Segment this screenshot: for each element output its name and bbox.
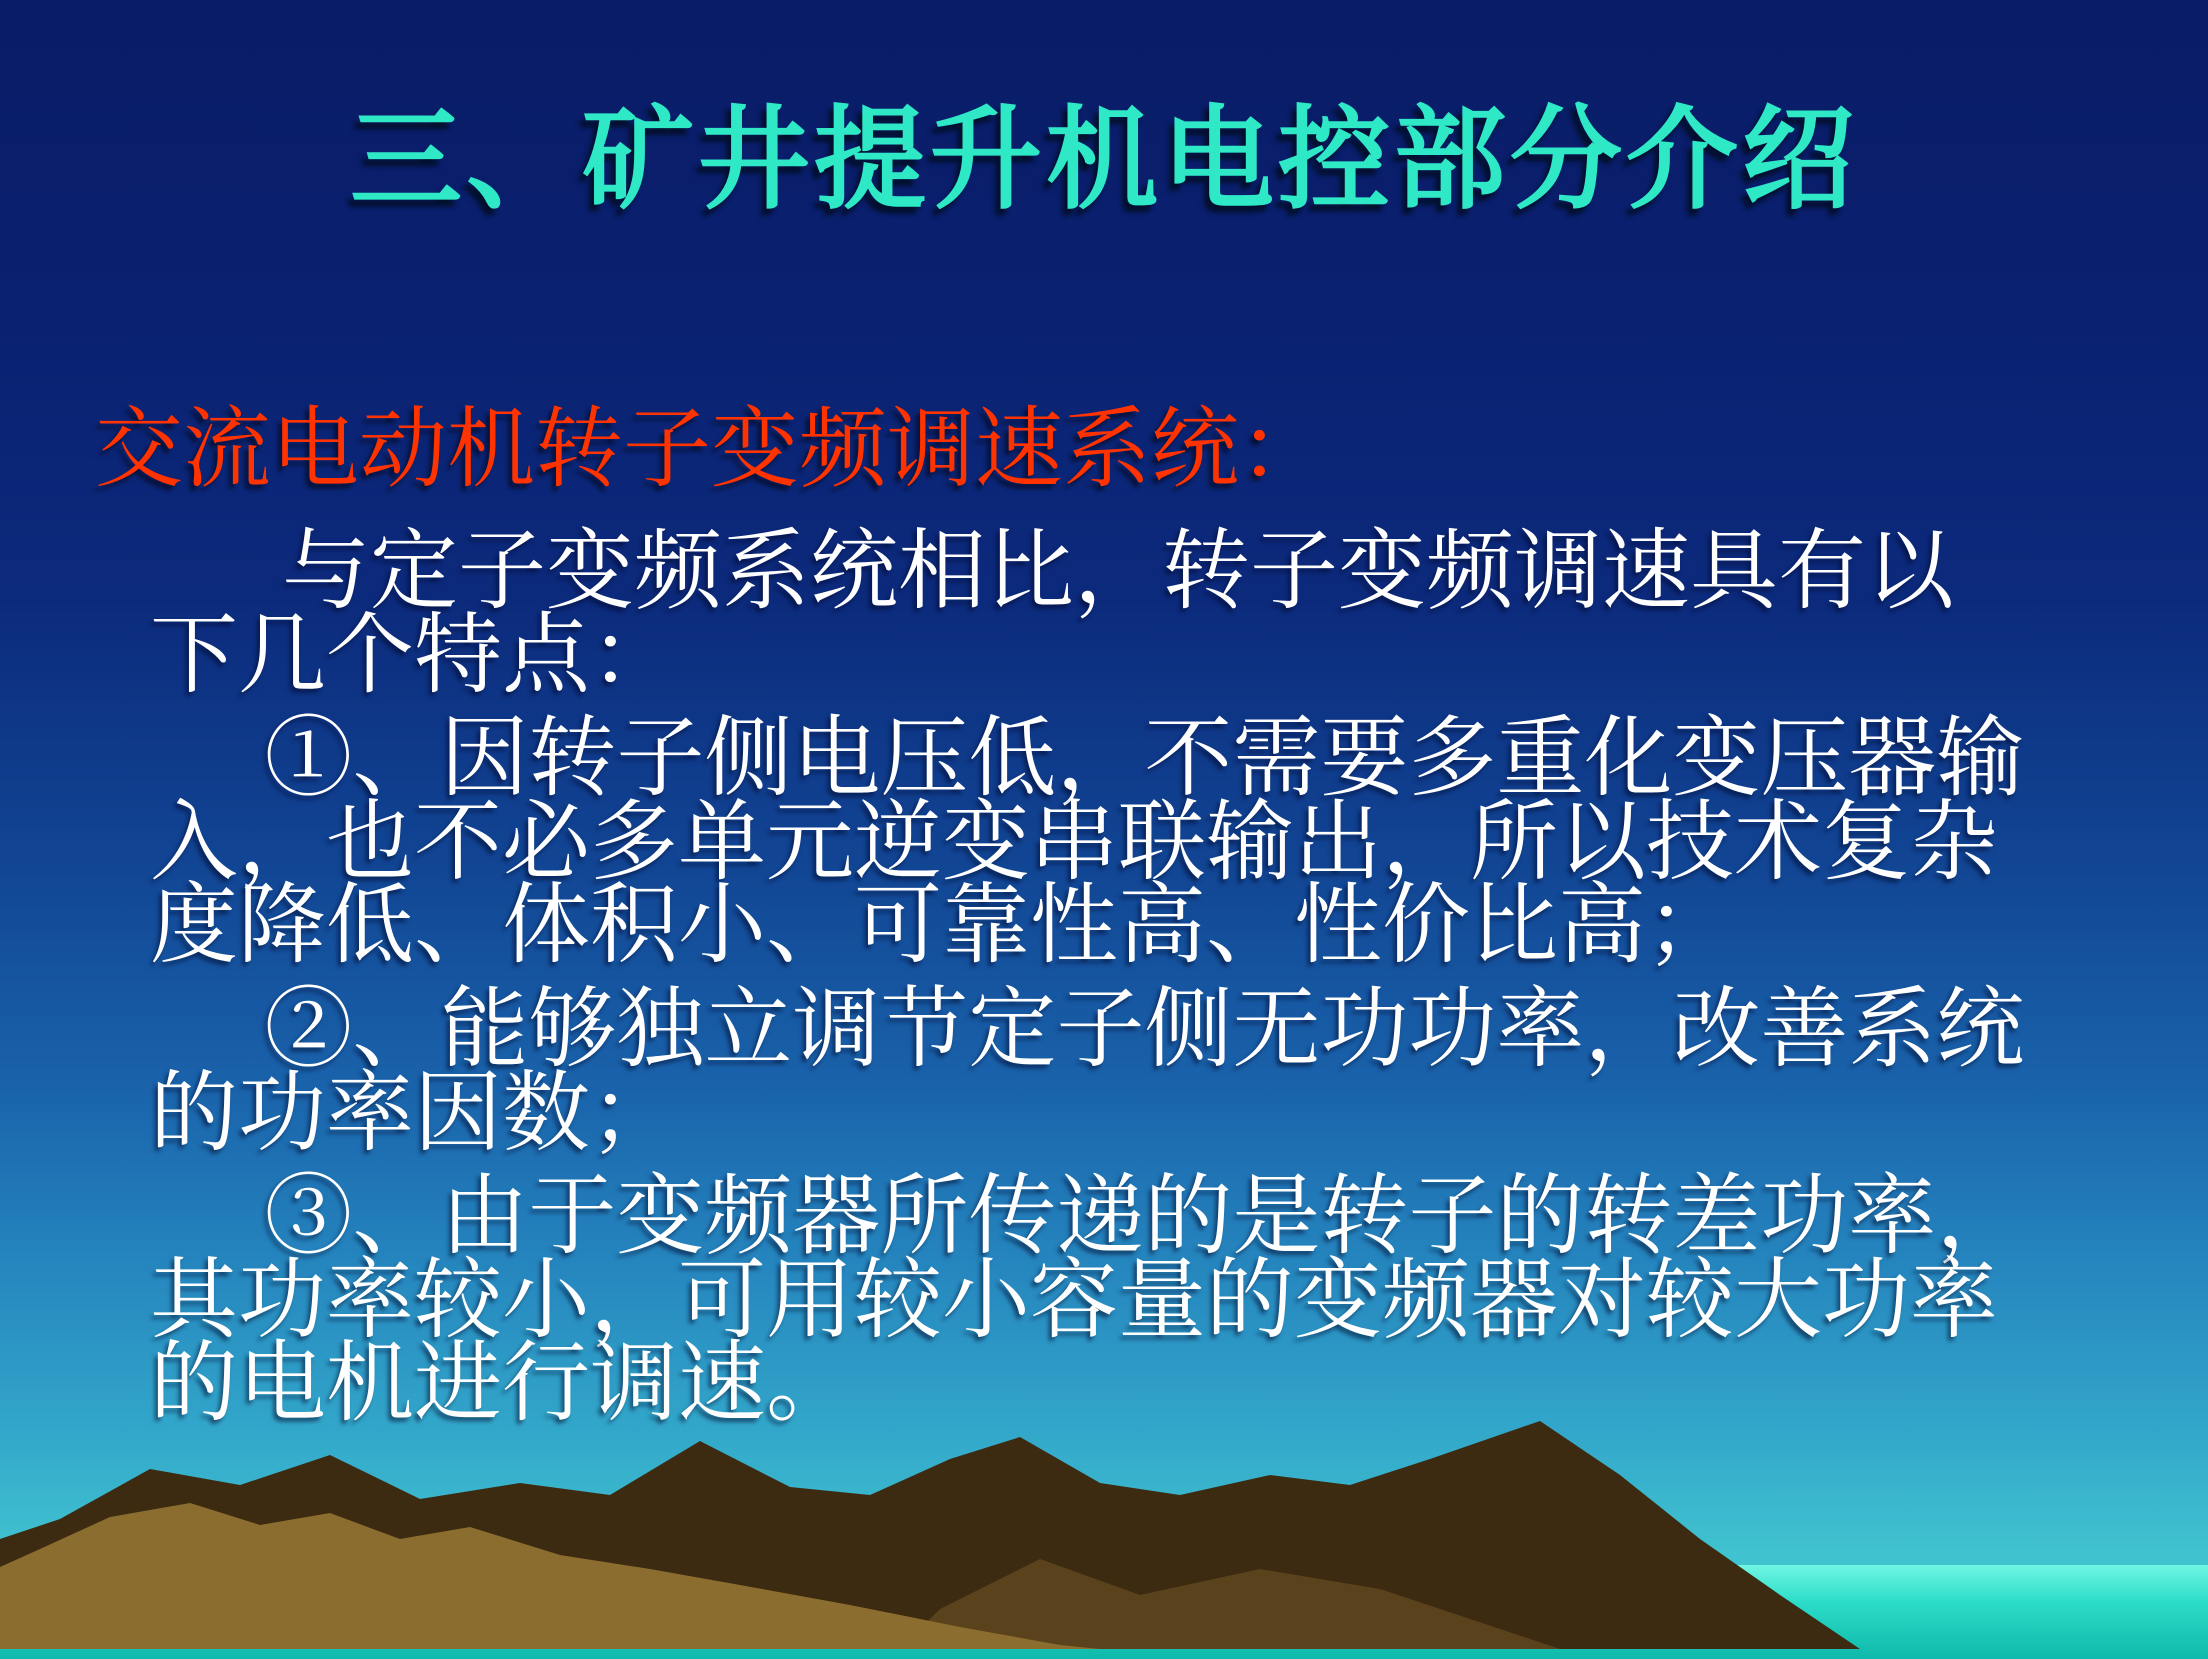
section-heading: 交流电动机转子变频调速系统： (95, 402, 1328, 499)
mountain-landscape-graphic (0, 1399, 2208, 1659)
slide-body (0, 524, 2208, 1434)
paragraph-point-2: ②、能够独立调节定子侧无功功率，改善系统的功率因数； (150, 981, 2025, 1163)
paragraph-point-1: ①、因转子侧电压低，不需要多重化变压器输入，也不必多单元逆变串联输出，所以技术复杂度降低、体积小、可靠性高、性价比高； (150, 711, 2025, 976)
paragraph-intro: 与定子变频系统相比，转子变频调速具有以下几个特点： (150, 524, 1955, 705)
paragraph-point-3: ③、由于变频器所传递的是转子的转差功率，其功率较小，可用较小容量的变频器对较大功率的电机进行调速。 (150, 1169, 2025, 1434)
slide-title: 三、矿井提升机电控部分介绍 (350, 99, 1858, 223)
